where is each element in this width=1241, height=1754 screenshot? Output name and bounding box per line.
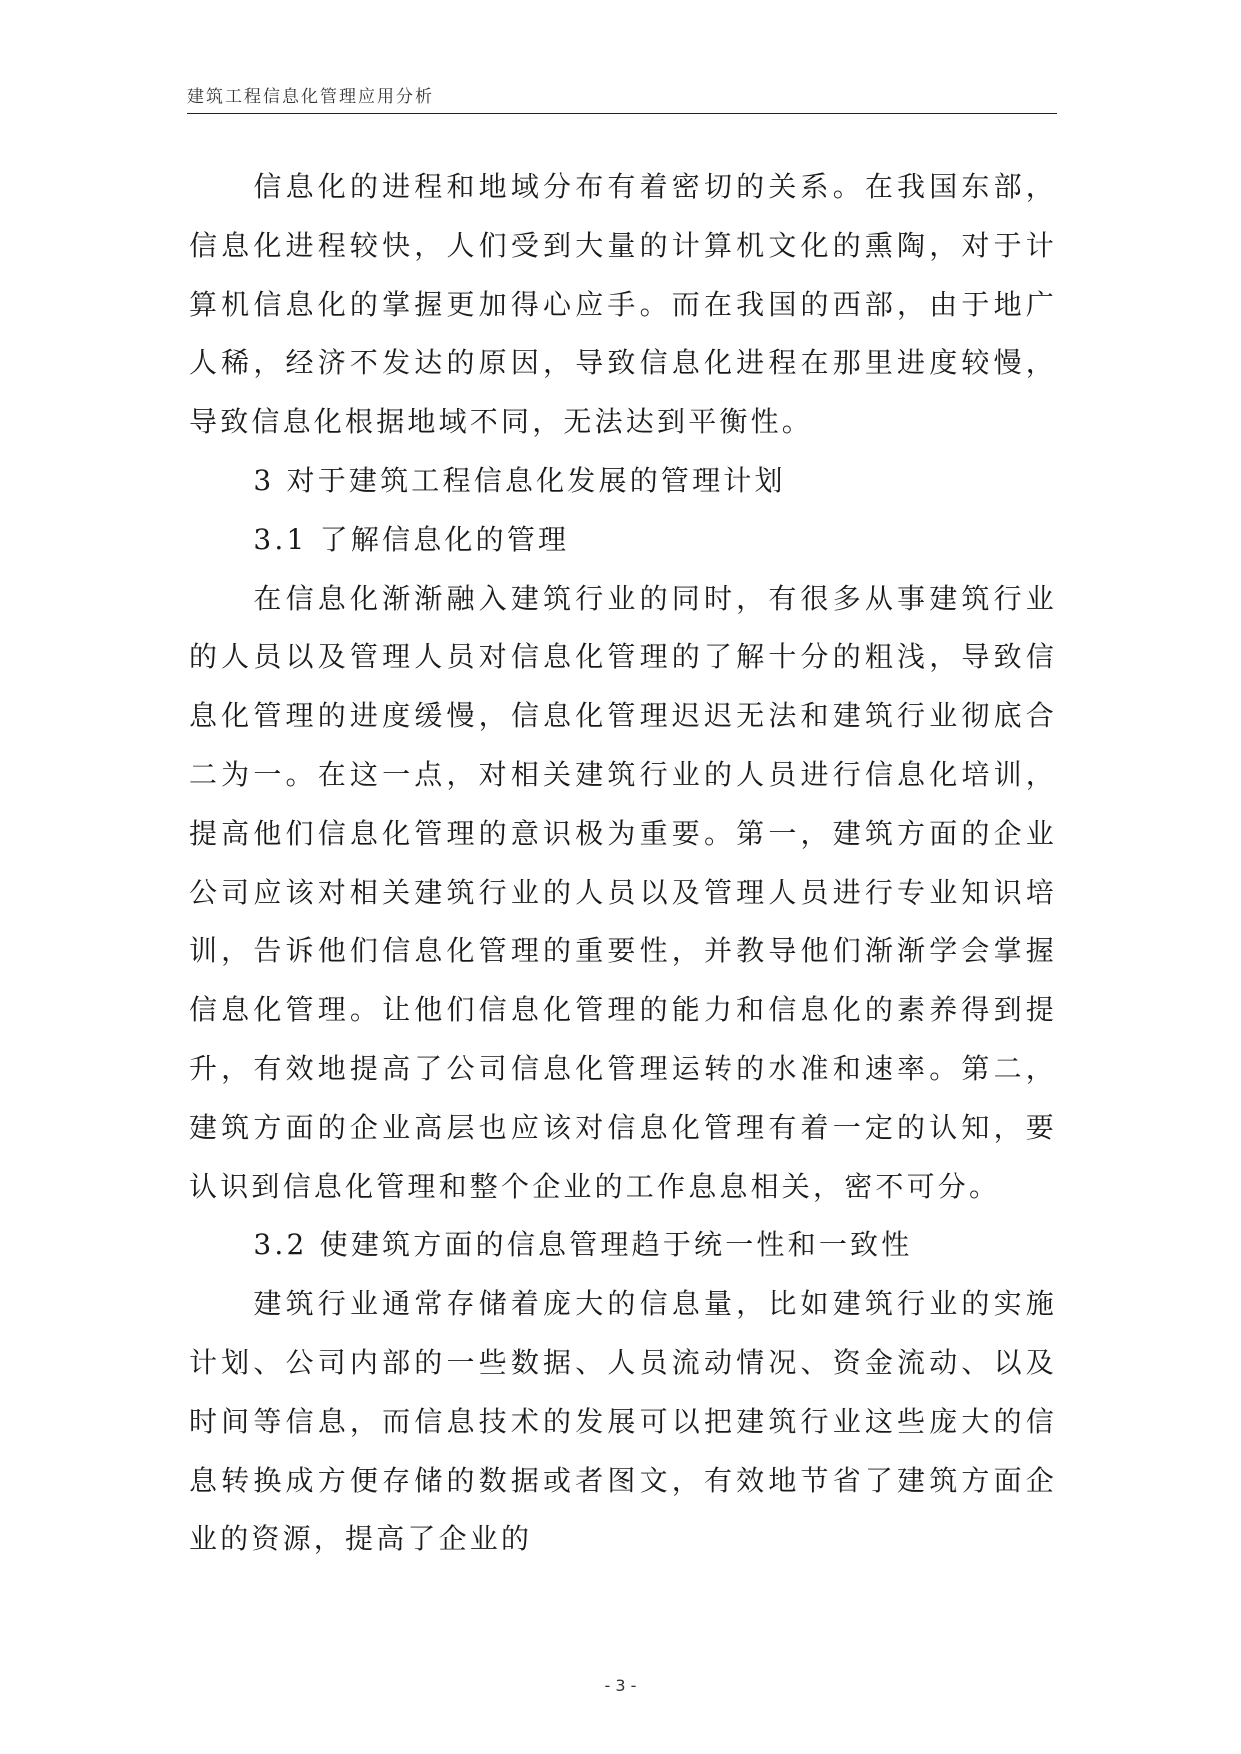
- document-body: [189, 158, 1057, 1569]
- paragraph: 信息化的进程和地域分布有着密切的关系。在我国东部，信息化进程较快，人们受到大量的计算机文化的熏陶，对于计算机信息化的掌握更加得心应手。而在我国的西部，由于地广人稀，经济不发达的原因，导致信息化进程在那里进度较慢，导致信息化根据地域不同，无法达到平衡性。: [189, 170, 1057, 439]
- section-heading: 3 对于建筑工程信息化发展的管理计划: [253, 463, 786, 497]
- subsection-heading: 3.1 了解信息化的管理: [253, 522, 570, 556]
- paragraph: 建筑行业通常存储着庞大的信息量，比如建筑行业的实施计划、公司内部的一些数据、人员流动情况、资金流动、以及时间等信息，而信息技术的发展可以把建筑行业这些庞大的信息转换成方便存储的数据或者图文，有效地节省了建筑方面企业的资源，提高了企业的: [189, 1287, 1057, 1556]
- paragraph: 在信息化渐渐融入建筑行业的同时，有很多从事建筑行业的人员以及管理人员对信息化管理的了解十分的粗浅，导致信息化管理的进度缓慢，信息化管理迟迟无法和建筑行业彻底合二为一。在这一点，对相关建筑行业的人员进行信息化培训，提高他们信息化管理的意识极为重要。第一，建筑方面的企业公司应该对相关建筑行业的人员以及管理人员进行专业知识培训，告诉他们信息化管理的重要性，并教导他们渐渐学会掌握信息化管理。让他们信息化管理的能力和信息化的素养得到提升，有效地提高了公司信息化管理运转的水准和速率。第二，建筑方面的企业高层也应该对信息化管理有着一定的认知，要认识到信息化管理和整个企业的工作息息相关，密不可分。: [189, 581, 1057, 1203]
- subsection-heading: 3.2 使建筑方面的信息管理趋于统一性和一致性: [253, 1228, 913, 1262]
- running-header: 建筑工程信息化管理应用分析: [187, 82, 1057, 114]
- page-number: - 3 -: [604, 1676, 637, 1695]
